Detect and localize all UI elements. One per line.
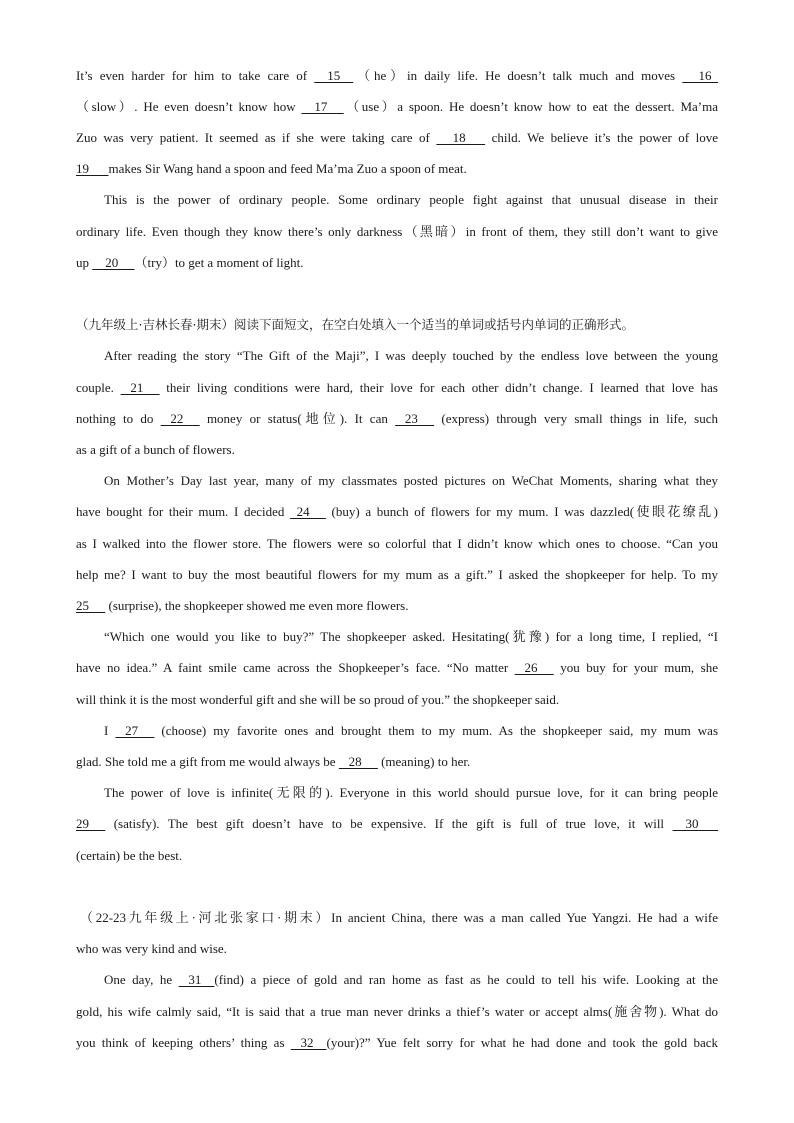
paragraph-start: The power of love is infinite(无限的). Everyone in this world should pursue love, for it can bring people: [104, 785, 718, 800]
blank-16[interactable]: 16: [682, 68, 718, 83]
text-line: you think of keeping others’ thing as 32 (your)?” Yue felt sorry for what he had done and took the gold back: [76, 1033, 718, 1053]
blank-29[interactable]: 29: [76, 816, 106, 831]
text-line: (certain) be the best.: [76, 848, 183, 863]
blank-20[interactable]: 20: [92, 255, 135, 270]
paragraph-start: After reading the story “The Gift of the Maji”, I was deeply touched by the endless love between the young: [104, 348, 718, 363]
paragraph-start: This is the power of ordinary people. Some ordinary people fight against that unusual disease in their: [104, 192, 718, 207]
section-header-line: （22-23九年级上·河北张家口·期末）In ancient China, there was a man called Yue Yangzi. He had a wife: [80, 910, 718, 925]
text-line: glad. She told me a gift from me would always be 28 (meaning) to her.: [76, 752, 718, 772]
text-line: 25 (surprise), the shopkeeper showed me even more flowers.: [76, 596, 718, 616]
blank-18[interactable]: 18: [436, 130, 486, 145]
section-instruction: （九年级上·吉林长春·期末）阅读下面短文，在空白处填入一个适当的单词或括号内单词的正确形式。: [76, 317, 634, 332]
blank-21[interactable]: 21: [120, 380, 160, 395]
blank-17[interactable]: 17: [301, 99, 344, 114]
paragraph-start: One day, he 31 (find) a piece of gold and ran home as fast as he could to tell his wife. Looking at the: [104, 970, 718, 990]
text-line: will think it is the most wonderful gift and she will be so proud of you.” the shopkeeper said.: [76, 692, 560, 707]
text-line: Zuo was very patient. It seemed as if she were taking care of 18 child. We believe it’s the power of love: [76, 128, 718, 148]
text-line: nothing to do 22 money or status(地位). It can 23 (express) through very small things in life, such: [76, 409, 718, 429]
blank-31[interactable]: 31: [178, 972, 215, 987]
blank-28[interactable]: 28: [338, 754, 378, 769]
blank-19[interactable]: 19: [76, 161, 109, 176]
text-line: as I walked into the flower store. The flowers were so colorful that I didn’t know which ones to choose. “Can you: [76, 536, 718, 551]
text-line: have no idea.” A faint smile came across the Shopkeeper’s face. “No matter 26 you buy for your mum, she: [76, 658, 718, 678]
text-line: 29 (satisfy). The best gift doesn’t have to be expensive. If the gift is full of true love, it will 30: [76, 814, 718, 834]
text-line: have bought for their mum. I decided 24 (buy) a bunch of flowers for my mum. I was dazzled(使眼花缭乱): [76, 502, 718, 522]
blank-15[interactable]: 15: [314, 68, 354, 83]
text-line: help me? I want to buy the most beautiful flowers for my mum as a gift.” I asked the shopkeeper for help. To my: [76, 567, 718, 582]
text-line: （slow）. He even doesn’t know how 17 （use）a spoon. He doesn’t know how to eat the dessert. Ma’ma: [76, 97, 718, 117]
text-line: couple. 21 their living conditions were hard, their love for each other didn’t change. I learned that love has: [76, 378, 718, 398]
text-line: as a gift of a bunch of flowers.: [76, 442, 235, 457]
text-line: ordinary life. Even though they know there’s only darkness（黑暗）in front of them, they still don’t want to give: [76, 224, 718, 239]
blank-24[interactable]: 24: [290, 504, 326, 519]
blank-32[interactable]: 32: [290, 1035, 327, 1050]
blank-22[interactable]: 22: [160, 411, 200, 426]
blank-25[interactable]: 25: [76, 598, 106, 613]
text-line: up 20 （try）to get a moment of light.: [76, 253, 718, 273]
paragraph-start: I 27 (choose) my favorite ones and brought them to my mum. As the shopkeeper said, my mum was: [104, 721, 718, 741]
paragraph-start: On Mother’s Day last year, many of my classmates posted pictures on WeChat Moments, sharing what they: [104, 473, 718, 488]
text-line: who was very kind and wise.: [76, 941, 227, 956]
blank-26[interactable]: 26: [514, 660, 554, 675]
text-line: It’s even harder for him to take care of 15 （he）in daily life. He doesn’t talk much and moves 16: [76, 66, 718, 86]
paragraph-start: “Which one would you like to buy?” The shopkeeper asked. Hesitating(犹豫) for a long time, I replied, “I: [104, 629, 718, 644]
blank-27[interactable]: 27: [115, 723, 155, 738]
text-line: 19 makes Sir Wang hand a spoon and feed Ma’ma Zuo a spoon of meat.: [76, 159, 718, 179]
blank-30[interactable]: 30: [672, 816, 718, 831]
blank-23[interactable]: 23: [395, 411, 435, 426]
text-line: gold, his wife calmly said, “It is said that a true man never drinks a thief’s water or accept alms(施舍物). What do: [76, 1004, 718, 1019]
